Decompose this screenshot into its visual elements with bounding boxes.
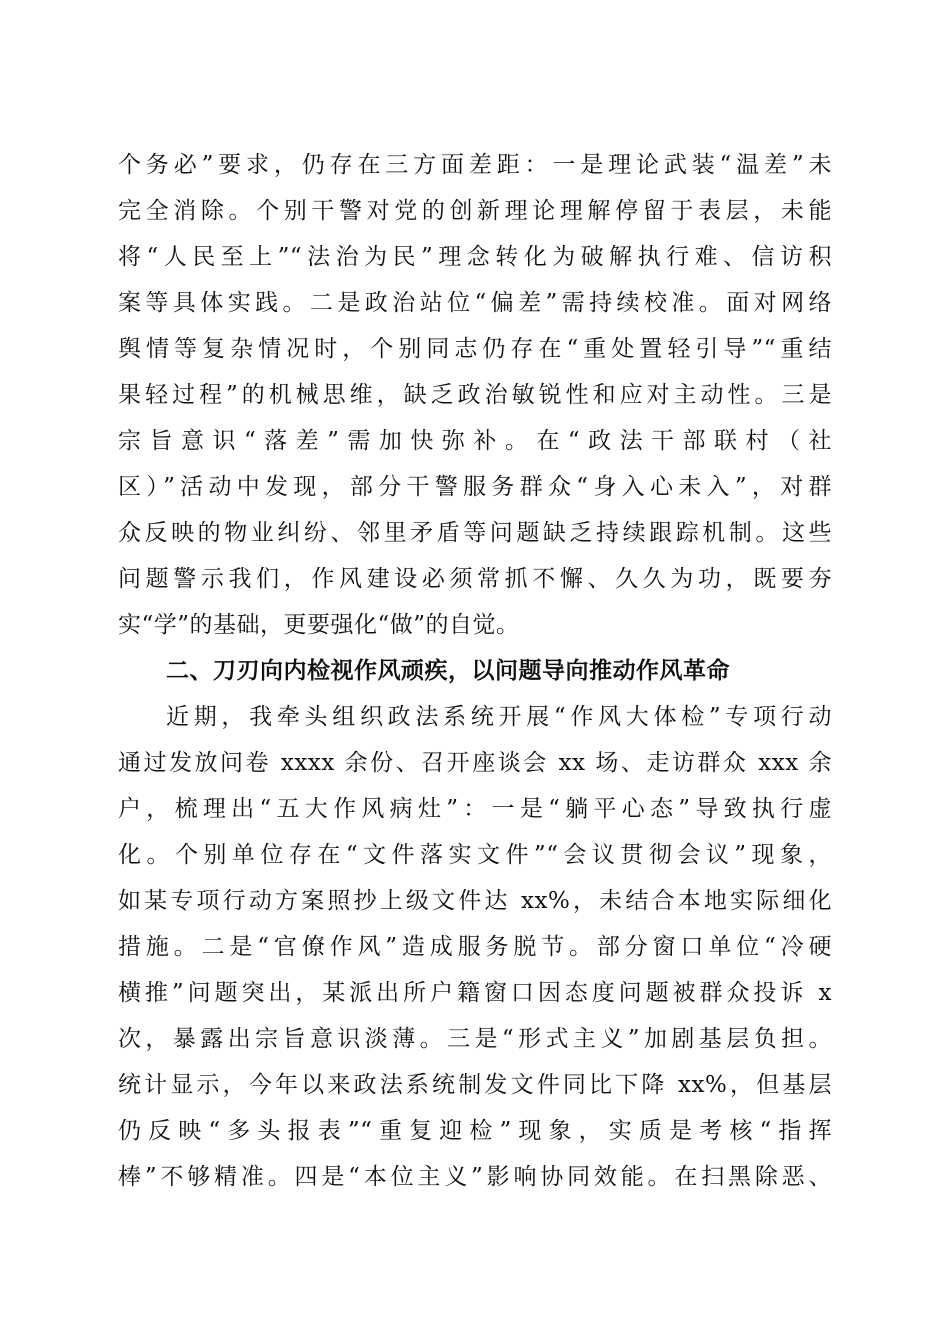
text-line: 将“人民至上”“法治为民”理念转化为破解执行难、信访积 [118, 244, 832, 270]
text-line: 问题警示我们，作风建设必须常抓不懈、久久为功，既要夯 [118, 566, 832, 592]
text-line: 横推”问题突出，某派出所户籍窗口因态度问题被群众投诉 x [118, 980, 832, 1006]
text-line: 棒”不够精准。四是“本位主义”影响协同效能。在扫黑除恶、 [118, 1164, 832, 1190]
text-line: 个务必”要求，仍存在三方面差距：一是理论武装“温差”未 [118, 152, 832, 178]
text-line: 案等具体实践。二是政治站位“偏差”需持续校准。面对网络 [118, 290, 832, 316]
section-heading: 二、刀刃向内检视作风顽疾，以问题导向推动作风革命 [166, 658, 730, 684]
text-line: 宗旨意识“落差”需加快弥补。在“政法干部联村（社 [118, 428, 832, 454]
text-line: 果轻过程”的机械思维，缺乏政治敏锐性和应对主动性。三是 [118, 382, 832, 408]
text-line: 如某专项行动方案照抄上级文件达 xx%，未结合本地实际细化 [118, 888, 832, 914]
text-line: 统计显示，今年以来政法系统制发文件同比下降 xx%，但基层 [118, 1072, 832, 1098]
text-line: 实“学”的基础，更要强化“做”的自觉。 [118, 612, 520, 638]
text-line: 舆情等复杂情况时，个别同志仍存在“重处置轻引导”“重结 [118, 336, 832, 362]
text-line: 次，暴露出宗旨意识淡薄。三是“形式主义”加剧基层负担。 [118, 1026, 832, 1052]
text-line: 通过发放问卷 xxxx 余份、召开座谈会 xx 场、走访群众 xxx 余 [118, 750, 832, 776]
text-line: 众反映的物业纠纷、邻里矛盾等问题缺乏持续跟踪机制。这些 [118, 520, 832, 546]
text-line: 措施。二是“官僚作风”造成服务脱节。部分窗口单位“冷硬 [118, 934, 832, 960]
text-line: 近期，我牵头组织政法系统开展“作风大体检”专项行动 [166, 704, 832, 730]
text-line: 区）”活动中发现，部分干警服务群众“身入心未入”，对群 [118, 474, 832, 500]
text-line: 户，梳理出“五大作风病灶”：一是“躺平心态”导致执行虚 [118, 796, 832, 822]
text-line: 完全消除。个别干警对党的创新理论理解停留于表层，未能 [118, 198, 832, 224]
text-line: 仍反映“多头报表”“重复迎检”现象，实质是考核“指挥 [118, 1118, 832, 1144]
text-line: 化。个别单位存在“文件落实文件”“会议贯彻会议”现象， [118, 842, 832, 868]
